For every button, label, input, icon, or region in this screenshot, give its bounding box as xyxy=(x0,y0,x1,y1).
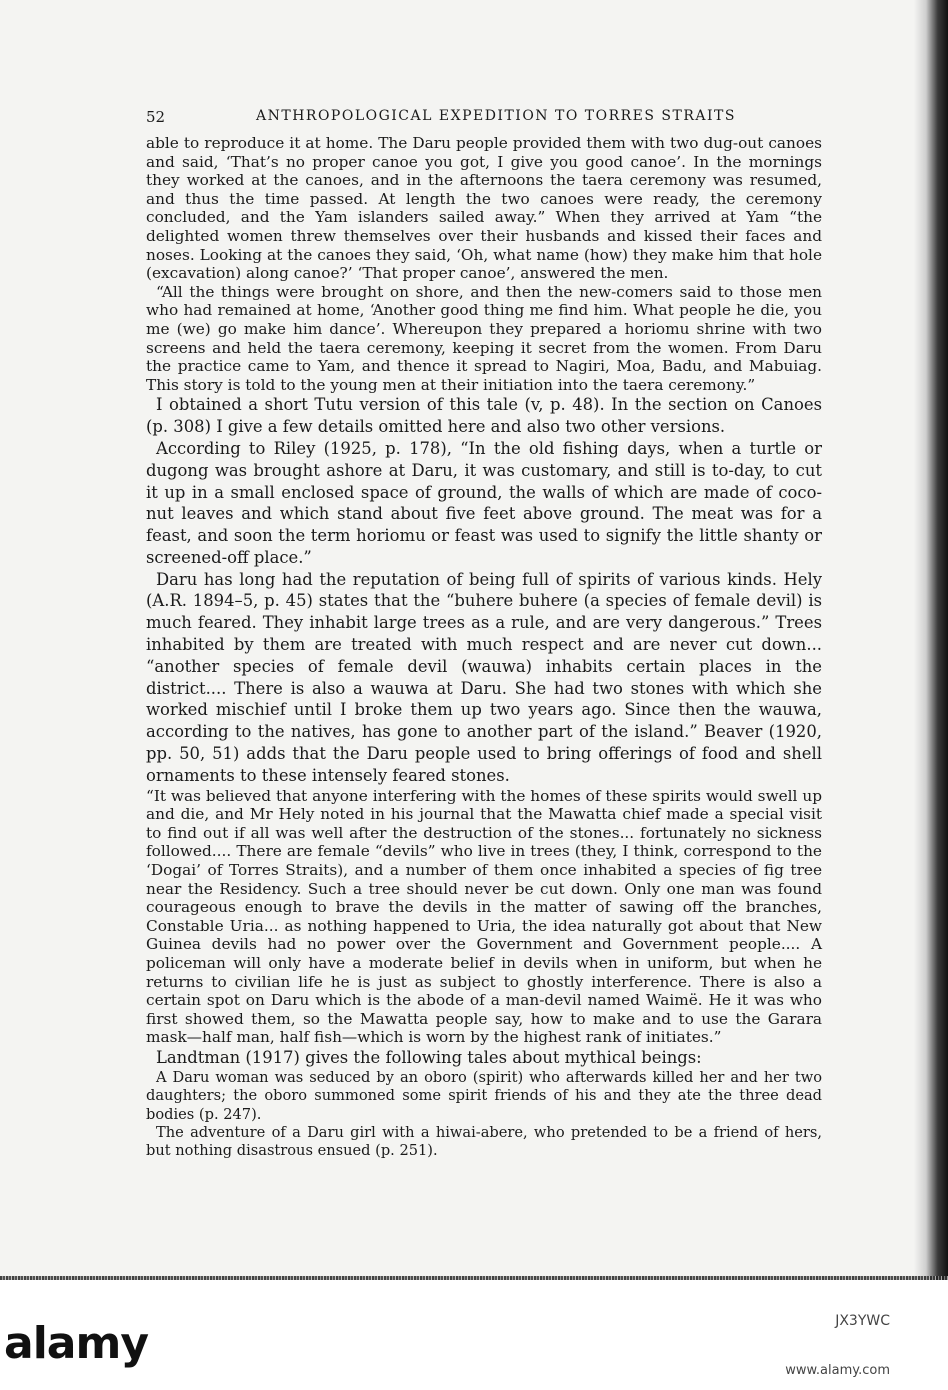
paragraph-oboro: A Daru woman was seduced by an oboro (spirit) who afterwards killed her and her two daughters; the oboro summoned some spirit friends of his and they ate the three dead bodies (p. 247). xyxy=(146,1068,822,1123)
paragraph-hiwai-abere: The adventure of a Daru girl with a hiwai-abere, who pretended to be a friend of hers, but nothing disastrous ensued (p. 251). xyxy=(146,1123,822,1160)
alamy-logo: alamy xyxy=(4,1318,148,1369)
paragraph-landtman: Landtman (1917) gives the following tales about mythical beings: xyxy=(156,1047,702,1067)
stock-url: www.alamy.com xyxy=(785,1363,890,1378)
paragraph-spirits: Daru has long had the reputation of being full of spirits of various kinds. Hely (A.R. 1894–5, p. 45) states that the “buhere buhere (a species of female devil) is much feared. They inhabit large trees as a rule, and are very dangerous.” Trees inhabited by them are treated with much respect and are never cut down... “another species of female devil (wauwa) inhabits certain places in the district.... There is also a wauwa at Daru. She had two stones with which she worked mischief until I broke them up two years ago. Since then the wauwa, according to the natives, has gone to another part of the island.” Beaver (1920, pp. 50, 51) adds that the Daru people used to bring offerings of food and shell ornaments to these intensely feared stones. xyxy=(146,569,822,785)
page-number: 52 xyxy=(146,108,166,126)
paragraph-quote-1: able to reproduce it at home. The Daru people provided them with two dug-out canoes and said, ‘That’s no proper canoe you got, I give you good canoe’. In the mornings they worked at the canoes, and in the afternoons the taera ceremony was resumed, and thus the time passed. At length the two canoes were ready, the ceremony concluded, and the Yam islanders sailed away.” When they arrived at Yam “the delighted women threw themselves over their husbands and kissed their faces and noses. Looking at the canoes they said, ‘Oh, what name (how) they make him that hole (excavation) along canoe?’ ‘That proper canoe’, answered the men. xyxy=(146,134,822,283)
page-body xyxy=(146,134,822,1161)
paragraph-riley: According to Riley (1925, p. 178), “In the old fishing days, when a turtle or dugong was brought ashore at Daru, it was customary, and still is to-day, to cut it up in a small enclosed space of ground, the walls of which are made of coco-nut leaves and which stand about five feet above ground. The meat was for a feast, and soon the term horiomu or feast was used to signify the little shanty or screened-off place.” xyxy=(146,438,822,567)
stock-image-id: JX3YWC xyxy=(835,1313,890,1329)
page-edge-shadow xyxy=(914,0,948,1280)
paragraph-quote-hely: “It was believed that anyone interfering with the homes of these spirits would swell up and die, and Mr Hely noted in his journal that the Mawatta chief made a special visit to find out if all was well after the destruction of the stones... fortunately no sickness followed.... There are female “devils” who live in trees (they, I think, correspond to the ‘Dogai’ of Torres Straits), and a number of them once inhabited a species of fig tree near the Residency. Such a tree should never be cut down. Only one man was found courageous enough to brave the devils in the matter of sawing off the branches, Constable Uria... as nothing happened to Uria, the idea naturally got about that New Guinea devils had no power over the Government and Government people.... A policeman will only have a moderate belief in devils when in uniform, but when he returns to civilian life he is just as subject to ghostly interference. There is also a certain spot on Daru which is the abode of a man-devil named Waimë. He it was who first showed them, so the Mawatta people say, how to make and to use the Garara mask—half man, half fish—which is worn by the highest rank of initiates.” xyxy=(146,786,822,1047)
running-title: ANTHROPOLOGICAL EXPEDITION TO TORRES STRAITS xyxy=(256,108,736,124)
paragraph-tutu-version: I obtained a short Tutu version of this tale (v, p. 48). In the section on Canoes (p. 308) I give a few details omitted here and also two other versions. xyxy=(146,395,822,437)
paragraph-quote-2: “All the things were brought on shore, and then the new-comers said to those men who had remained at home, ‘Another good thing me find him. What people he die, you me (we) go make him dance’. Whereupon they prepared a horiomu shrine with two screens and held the taera ceremony, keeping it secret from the women. From Daru the practice came to Yam, and thence it spread to Nagiri, Moa, Badu, and Mabuiag. This story is told to the young men at their initiation into the taera ceremony.” xyxy=(146,282,822,394)
scan-noise-strip xyxy=(0,1276,948,1280)
